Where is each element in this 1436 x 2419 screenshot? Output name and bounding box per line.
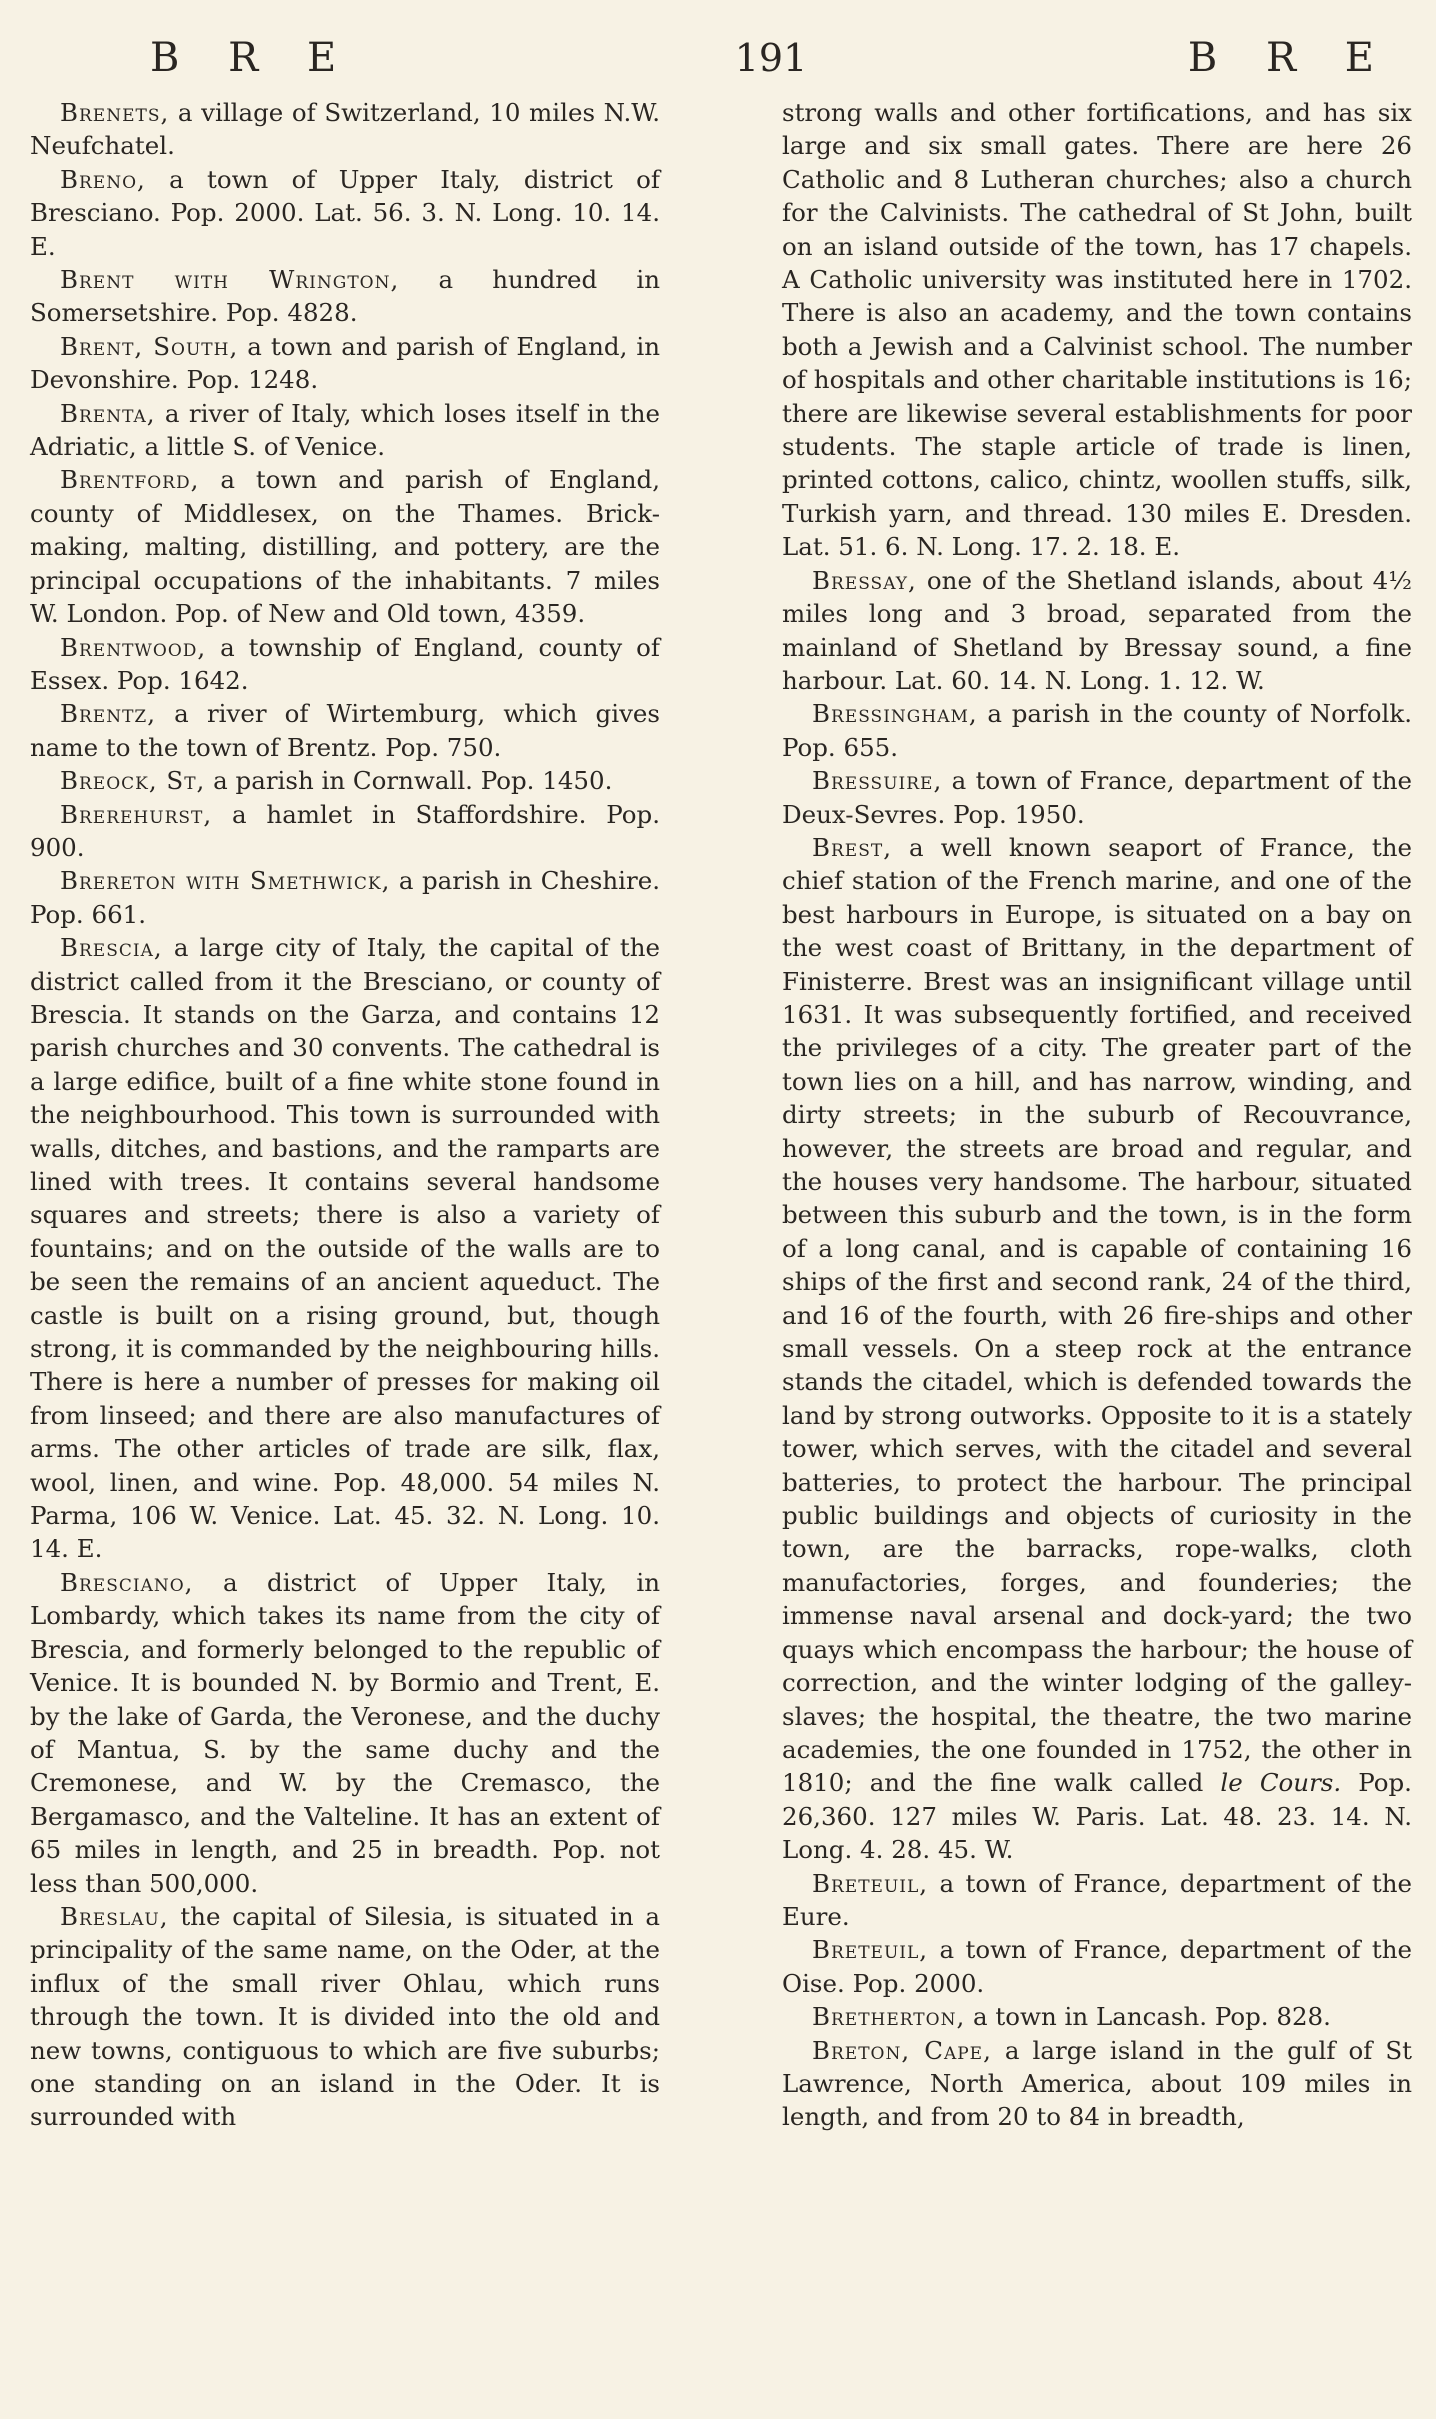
dictionary-entry xyxy=(30,697,660,764)
dictionary-entry xyxy=(30,330,660,397)
dictionary-entry xyxy=(782,1867,1412,1934)
dictionary-entry xyxy=(782,831,1412,1867)
entry-text: a well known seaport of France, the chief station of the French marine, and one of the best harbours in Europe, is situated on a bay on the west coast of Brittany, in the department of Finisterre. Brest was an insignificant village until 1631. It was subsequently fortified, and received the privileges of a city. The greater part of the town lies on a hill, and has narrow, winding, and dirty streets; in the suburb of Recouvrance, however, the streets are broad and regular, and the houses very handsome. The harbour, situated between this suburb and the town, is in the form of a long canal, and is capable of containing 16 ships of the first and second rank, 24 of the third, and 16 of the fourth, with 26 fire-ships and other small vessels. On a steep rock at the entrance stands the citadel, which is defended towards the land by strong outworks. Opposite to it is a stately tower, which serves, with the citadel and several batteries, to protect the harbour. The principal public buildings and objects of curiosity in the town, are the barracks, rope-walks, cloth manufactories, forges, and founderies; the immense naval arsenal and dock-yard; the two quays which encompass the harbour; the house of correction, and the winter lodging of the galley-slaves; the hospital, the theatre, the two marine academies, the one founded in 1752, the other in 1810; and the fine walk called xyxy=(782,832,1412,1798)
entry-headword: Brest, xyxy=(812,832,892,862)
entry-text: a river of Wirtemburg, which gives name to the town of Brentz. Pop. 750. xyxy=(30,699,660,762)
entry-headword: Brentwood, xyxy=(60,632,207,662)
dictionary-entry xyxy=(782,2000,1412,2033)
entry-headword: Brent, South, xyxy=(60,331,239,361)
entry-headword: Brescia, xyxy=(60,933,163,963)
entry-text: a large city of Italy, the capital of the district called from it the Bresciano, or county of Brescia. It stands on the Garza, and contains 12 parish churches and 30 convents. The cathedral is a large edifice, built of a fine white stone found in the neighbourhood. This town is surrounded with walls, ditches, and bastions, and the ramparts are lined with trees. It contains several handsome squares and streets; there is also a variety of fountains; and on the outside of the walls are to be seen the remains of an ancient aqueduct. The castle is built on a rising ground, but, though strong, it is commanded by the neighbouring hills. There is here a number of presses for making oil from linseed; and there are also manufactures of arms. The other articles of trade are silk, flax, wool, linen, and wine. Pop. 48,000. 54 miles N. Parma, 106 W. Venice. Lat. 45. 32. N. Long. 10. 14. E. xyxy=(30,933,660,1564)
entry-text: a town of France, department of the Eure. xyxy=(782,1868,1412,1931)
dictionary-entry xyxy=(30,931,660,1566)
entry-text-tail: Pop. 26,360. 127 miles W. Paris. Lat. 48. 23. 14. N. Long. 4. 28. 45. W. xyxy=(782,1768,1412,1865)
entry-text: a village of Switzerland, 10 miles N.W. Neufchatel. xyxy=(30,98,660,161)
dictionary-entry xyxy=(30,764,660,797)
dictionary-entry xyxy=(30,798,660,865)
dictionary-entry xyxy=(782,2034,1412,2134)
entry-headword: Breton, Cape, xyxy=(812,2035,992,2065)
entry-text: a town of Upper Italy, district of Bresciano. Pop. 2000. Lat. 56. 3. N. Long. 10. 14. E. xyxy=(30,164,660,261)
entry-text: a town of France, department of the Deux-Sevres. Pop. 1950. xyxy=(782,766,1412,829)
entry-headword: Brenets, xyxy=(60,98,170,127)
entry-text: a river of Italy, which loses itself in the Adriatic, a little S. of Venice. xyxy=(30,398,660,462)
entry-text: a parish in Cheshire. Pop. 661. xyxy=(30,866,660,929)
entry-text: a town of France, department of the Oise. Pop. 2000. xyxy=(782,1935,1412,1998)
entry-text: a town and parish of England, in Devonshire. Pop. 1248. xyxy=(30,331,660,395)
dictionary-entry xyxy=(782,96,1412,564)
entry-text: a large island in the gulf of St Lawrence, North America, about 109 miles in length, and from 20 to 84 in breadth, xyxy=(782,2035,1412,2132)
running-header xyxy=(30,32,1412,84)
entry-text: one of the Shetland islands, about 4½ miles long and 3 broad, separated from the mainland of Shetland by Bressay sound, a fine harbour. Lat. 60. 14. N. Long. 1. 12. W. xyxy=(782,565,1412,695)
dictionary-entry xyxy=(30,263,660,330)
entry-headword: Breock, St, xyxy=(60,766,206,796)
entry-headword: Brerehurst, xyxy=(60,799,213,829)
entry-headword: Brentford, xyxy=(60,465,200,495)
right-column xyxy=(782,96,1412,2134)
entry-text: strong walls and other fortifications, and has six large and six small gates. There are here 26 Catholic and 8 Lutheran churches; also a church for the Calvinists. The cathedral of St John, built on an island outside of the town, has 17 chapels. A Catholic university was instituted here in 1702. There is also an academy, and the town contains both a Jewish and a Calvinist school. The number of hospitals and other charitable institutions is 16; there are likewise several establishments for poor students. The staple article of trade is linen, printed cottons, calico, chintz, woollen stuffs, silk, Turkish yarn, and thread. 130 miles E. Dresden. Lat. 51. 6. N. Long. 17. 2. 18. E. xyxy=(782,98,1412,562)
dictionary-entry xyxy=(782,697,1412,764)
dictionary-entry xyxy=(30,1900,660,2134)
dictionary-entry xyxy=(782,764,1412,831)
entry-text: a hundred in Somersetshire. Pop. 4828. xyxy=(30,265,660,328)
dictionary-entry xyxy=(30,864,660,931)
dictionary-entry xyxy=(30,1566,660,1900)
entry-headword: Brereton with Smethwick, xyxy=(60,866,391,896)
dictionary-entry xyxy=(30,96,660,163)
entry-text: a district of Upper Italy, in Lombardy, which takes its name from the city of Brescia, and formerly belonged to the republic of Venice. It is bounded N. by Bormio and Trent, E. by the lake of Garda, the Veronese, and the duchy of Mantua, S. by the same duchy and the Cremonese, and W. by the Cremasco, the Bergamasco, and the Valteline. It has an extent of 65 miles in length, and 25 in breadth. Pop. not less than 500,000. xyxy=(30,1567,660,1898)
dictionary-entry xyxy=(30,397,660,464)
entry-text: a town in Lancash. Pop. 828. xyxy=(965,2002,1331,2032)
entry-headword: Brentz, xyxy=(60,699,157,729)
dictionary-entry xyxy=(30,463,660,630)
columns xyxy=(30,96,1412,2134)
entry-headword: Bretherton, xyxy=(812,2002,966,2032)
entry-headword: Bresciano, xyxy=(60,1567,194,1597)
entry-headword: Breteuil, xyxy=(812,1935,929,1965)
entry-text: a parish in Cornwall. Pop. 1450. xyxy=(205,766,613,796)
entry-headword: Breteuil, xyxy=(812,1868,929,1898)
entry-headword: Bressuire, xyxy=(812,766,943,796)
entry-text: a hamlet in Staffordshire. Pop. 900. xyxy=(30,799,660,862)
entry-text: a parish in the county of Norfolk. Pop. 655. xyxy=(782,699,1412,762)
entry-headword: Brenta, xyxy=(60,398,156,428)
dictionary-entry xyxy=(782,564,1412,698)
entry-headword: Breslau, xyxy=(60,1901,169,1931)
dictionary-entry xyxy=(782,1933,1412,2000)
entry-italic: le Cours. xyxy=(1220,1768,1342,1798)
entry-headword: Bressingham, xyxy=(812,699,978,729)
header-left: B R E xyxy=(150,35,355,81)
entry-headword: Bressay, xyxy=(812,565,917,595)
entry-text: a town and parish of England, county of Middlesex, on the Thames. Brick-making, malting, distilling, and pottery, are the principal occupations of the inhabitants. 7 miles W. London. Pop. of New and Old town, 4359. xyxy=(30,465,660,629)
header-right: B R E xyxy=(1187,35,1392,81)
entry-headword: Brent with Wrington, xyxy=(60,265,400,295)
dictionary-entry xyxy=(30,163,660,263)
entry-headword: Breno, xyxy=(60,164,146,194)
page-number: 191 xyxy=(734,36,808,80)
entry-text: the capital of Silesia, is situated in a principality of the same name, on the Oder, at the influx of the small river Ohlau, which runs through the town. It is divided into the old and new towns, contiguous to which are five suburbs; one standing on an island in the Oder. It is surrounded with xyxy=(30,1901,660,2132)
left-column xyxy=(30,96,660,2134)
dictionary-entry xyxy=(30,631,660,698)
entry-text: a township of England, county of Essex. Pop. 1642. xyxy=(30,632,660,695)
